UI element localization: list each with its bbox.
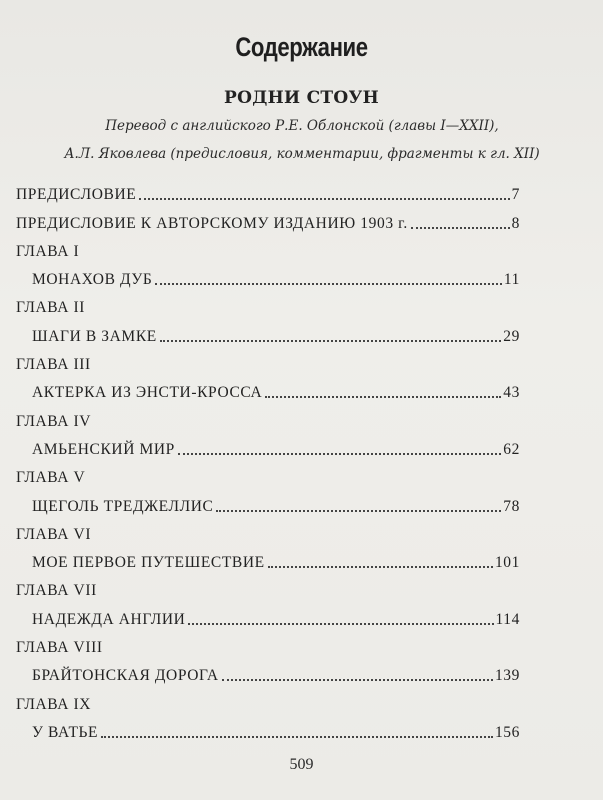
toc-entry-title: АМЬЕНСКИЙ МИР	[32, 440, 175, 458]
toc-chapter-heading	[16, 629, 520, 657]
toc-chapter-heading	[16, 289, 520, 317]
toc-entry-title: ПРЕДИСЛОВИЕ К АВТОРСКОМУ ИЗДАНИЮ 1903 г.	[16, 214, 408, 232]
toc-entry-title: ГЛАВА IV	[16, 412, 92, 430]
toc-chapter-heading	[16, 402, 520, 430]
dot-leader	[188, 622, 493, 625]
toc-entry-title: ЩЕГОЛЬ ТРЕДЖЕЛЛИС	[32, 497, 214, 515]
dot-leader	[160, 339, 501, 342]
toc-page-number: 114	[495, 610, 520, 628]
dot-leader	[411, 226, 510, 229]
toc-entry-title: ГЛАВА III	[16, 356, 91, 374]
translation-credit-line-2: А.Л. Яковлева (предисловия, комментарии, фрагменты к гл. XII)	[64, 146, 540, 162]
toc-page-number: 29	[503, 327, 520, 345]
toc-entry-title: АКТЕРКА ИЗ ЭНСТИ-КРОССА	[32, 384, 263, 402]
toc-page-number: 139	[494, 667, 520, 685]
toc-entry	[16, 600, 520, 628]
translation-credit-line-1: Перевод с английского Р.Е. Облонской (главы I—XXII),	[105, 118, 499, 134]
toc-page-number: 156	[494, 723, 520, 741]
toc-entry-title: ГЛАВА VIII	[16, 639, 103, 657]
toc-entry-title: БРАЙТОНСКАЯ ДОРОГА	[32, 667, 219, 685]
dot-leader	[178, 452, 501, 455]
toc-page-number: 78	[503, 497, 520, 515]
toc-entry	[16, 657, 520, 685]
toc-page-number: 7	[511, 186, 520, 204]
toc-entry-title: МОНАХОВ ДУБ	[32, 271, 153, 289]
toc-chapter-heading	[16, 233, 520, 261]
author-name: РОДНИ СТОУН	[224, 88, 379, 108]
toc-entry-title: ГЛАВА V	[16, 469, 86, 487]
toc-entry	[16, 317, 520, 345]
toc-page-number: 101	[494, 554, 520, 572]
toc-chapter-heading	[16, 459, 520, 487]
toc-entry-title: У ВАТЬЕ	[32, 723, 99, 741]
toc-page-number: 43	[503, 384, 520, 402]
toc-entry-title: ПРЕДИСЛОВИЕ	[16, 186, 137, 204]
toc-entry	[16, 487, 520, 515]
toc-entry-title: ГЛАВА VI	[16, 525, 92, 543]
dot-leader	[216, 509, 501, 512]
dot-leader	[155, 282, 501, 285]
toc-entry	[16, 204, 520, 232]
toc-entry	[16, 374, 520, 402]
dot-leader	[222, 678, 493, 681]
toc-entry	[16, 431, 520, 459]
toc-entry	[16, 714, 520, 742]
toc-chapter-heading	[16, 346, 520, 374]
toc-entry	[16, 261, 520, 289]
toc-entry	[16, 176, 520, 204]
toc-page-number: 11	[503, 271, 520, 289]
toc-entry-title: ШАГИ В ЗАМКЕ	[32, 327, 157, 345]
table-of-contents	[16, 176, 520, 742]
dot-leader	[139, 197, 509, 200]
toc-entry-title: ГЛАВА IX	[16, 695, 92, 713]
dot-leader	[265, 395, 501, 398]
toc-page-number: 8	[511, 214, 520, 232]
toc-page-number: 62	[503, 440, 520, 458]
toc-entry-title: ГЛАВА VII	[16, 582, 97, 600]
toc-entry-title: ГЛАВА II	[16, 299, 86, 317]
toc-entry-title: МОЕ ПЕРВОЕ ПУТЕШЕСТВИЕ	[32, 554, 265, 572]
toc-entry-title: НАДЕЖДА АНГЛИИ	[32, 610, 186, 628]
toc-chapter-heading	[16, 516, 520, 544]
page-heading: Содержание	[235, 32, 368, 62]
toc-chapter-heading	[16, 572, 520, 600]
dot-leader	[101, 735, 493, 738]
toc-entry	[16, 544, 520, 572]
page-number: 509	[289, 756, 314, 773]
dot-leader	[268, 565, 493, 568]
toc-entry-title: ГЛАВА I	[16, 242, 80, 260]
toc-chapter-heading	[16, 685, 520, 713]
